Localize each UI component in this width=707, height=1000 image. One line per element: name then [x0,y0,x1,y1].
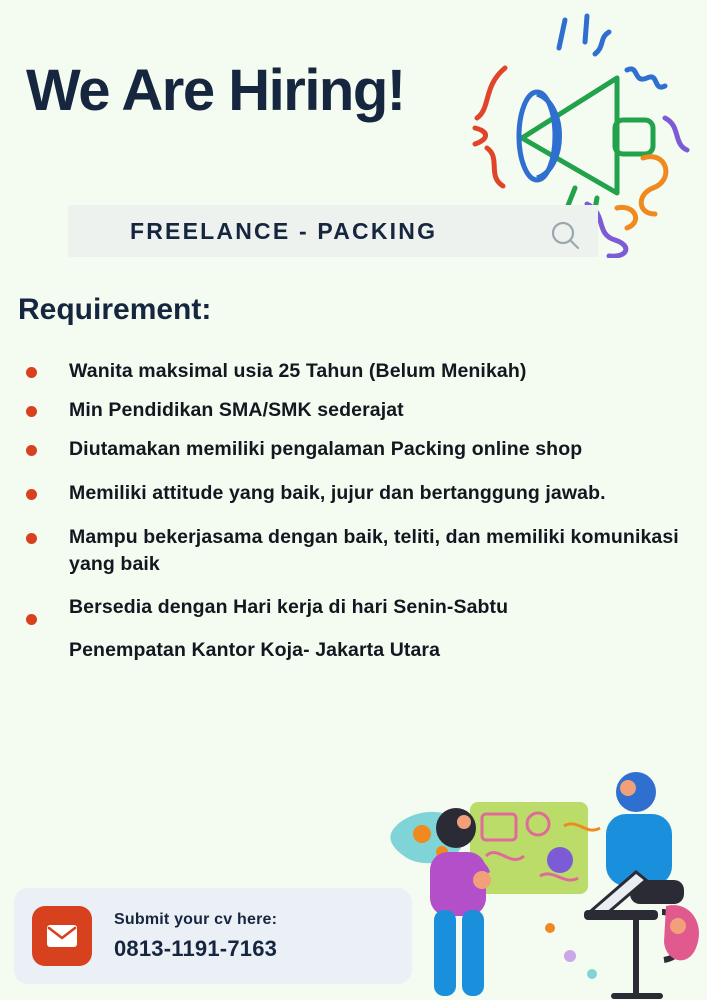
footer-texts [114,911,277,962]
people-illustration [378,760,707,1000]
bullet-icon [26,489,37,500]
bullet-spacer [26,646,37,657]
magnifier-icon [549,219,573,243]
bullet-icon [26,533,37,544]
list-item-label: Min Pendidikan SMA/SMK sederajat [69,398,404,421]
envelope-icon [32,906,92,966]
list-item [18,358,698,385]
list-item-label: Bersedia dengan Hari kerja di hari Senin-Sabtu [69,596,509,619]
list-item-label: Memiliki attitude yang baik, jujur dan bertanggung jawab. [69,481,606,504]
list-item [18,397,698,424]
position-band [68,205,598,257]
list-item [18,436,698,463]
list-item-label: Diutamakan memiliki pengalaman Packing online shop [69,437,583,460]
requirement-list [18,358,698,676]
position-title: FREELANCE - PACKING [130,217,438,244]
contact-phone[interactable]: 0813-1191-7163 [114,935,278,961]
list-item [18,524,698,578]
submit-label: Submit your cv here: [114,910,278,928]
bullet-icon [26,445,37,456]
list-item [18,637,698,664]
list-item [18,480,698,507]
list-item-label: Penempatan Kantor Koja- Jakarta Utara [69,639,441,662]
list-item [18,594,698,625]
bullet-icon [26,614,37,625]
requirement-heading: Requirement: [18,293,212,326]
list-item-label: Wanita maksimal usia 25 Tahun (Belum Menikah) [69,360,527,382]
page-title: We Are Hiring! [26,58,405,123]
bullet-icon [26,406,37,417]
list-item-label: Mampu bekerjasama dengan baik, teliti, dan memiliki komunikasi yang baik [69,525,679,575]
bullet-icon [26,367,37,378]
submit-cv-card[interactable] [14,888,412,984]
